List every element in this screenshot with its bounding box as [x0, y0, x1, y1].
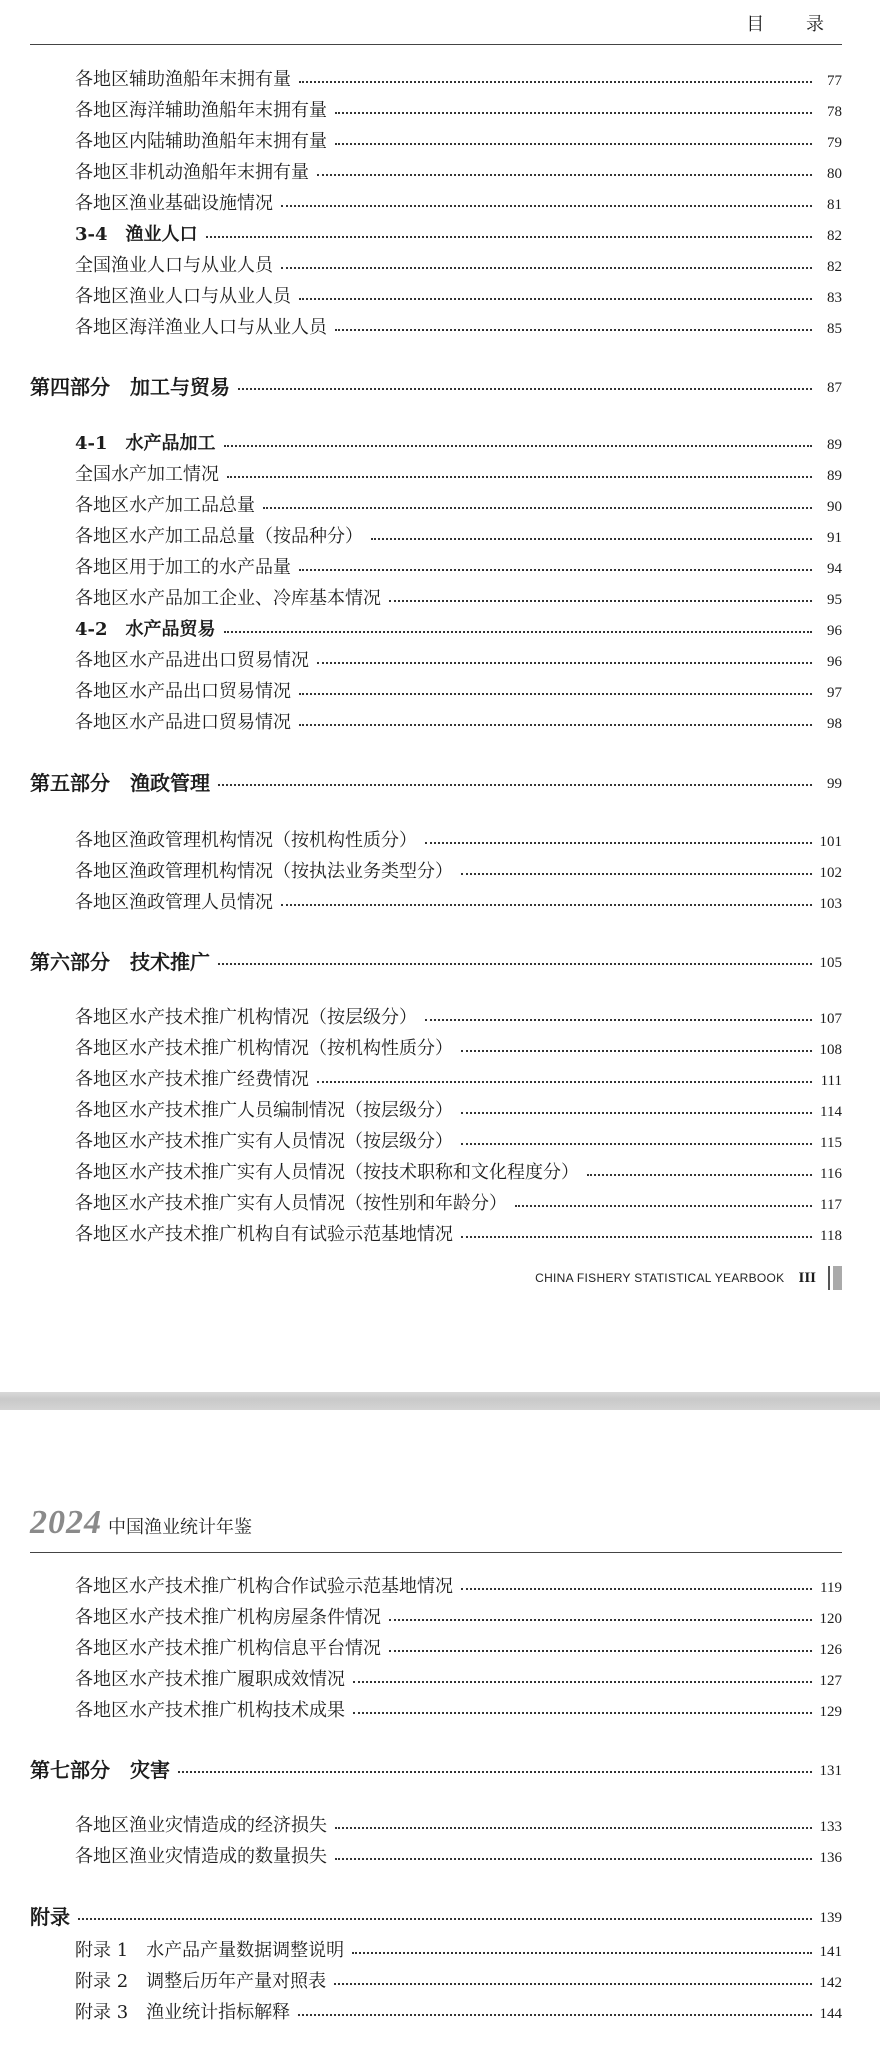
leader-dots	[461, 1112, 812, 1114]
page-number: 127	[819, 1673, 842, 1689]
page-number: 131	[819, 1763, 842, 1779]
leader-dots	[299, 298, 812, 300]
entry-label: 各地区水产技术推广机构情况（按机构性质分）	[75, 1038, 453, 1059]
page-number: 114	[820, 1104, 842, 1120]
page-number: 115	[820, 1135, 842, 1151]
toc-part-heading[interactable]	[0, 948, 880, 976]
entry-label: 第七部分 灾害	[30, 1758, 170, 1782]
toc-entry[interactable]	[0, 128, 880, 156]
entry-label: 各地区海洋渔业人口与从业人员	[75, 317, 327, 338]
toc-entry[interactable]	[0, 283, 880, 311]
entry-label: 各地区水产技术推广实有人员情况（按层级分）	[75, 1131, 453, 1152]
toc-entry[interactable]	[0, 678, 880, 706]
page-number: 120	[819, 1611, 842, 1627]
entry-label: 各地区水产品进出口贸易情况	[75, 650, 309, 671]
toc-entry[interactable]	[0, 1128, 880, 1156]
page-number: 144	[819, 2006, 842, 2022]
toc-part-heading[interactable]	[0, 769, 880, 797]
page-number: 91	[827, 530, 842, 546]
leader-dots	[335, 1858, 812, 1860]
leader-dots	[425, 1019, 812, 1021]
leader-dots	[281, 267, 812, 269]
page-number: 119	[820, 1580, 842, 1596]
page-number: 98	[827, 716, 842, 732]
leader-dots	[178, 1771, 812, 1773]
entry-label: 各地区渔业灾情造成的经济损失	[75, 1815, 327, 1836]
toc-entry[interactable]	[0, 492, 880, 520]
entry-label: 各地区水产技术推广机构房屋条件情况	[75, 1607, 381, 1628]
toc-entry[interactable]	[0, 647, 880, 675]
toc-entry[interactable]	[0, 1999, 880, 2027]
leader-dots	[298, 2014, 812, 2016]
entry-label: 各地区水产品加工企业、冷库基本情况	[75, 588, 381, 609]
entry-label: 第六部分 技术推广	[30, 950, 210, 974]
page-number: 116	[820, 1166, 842, 1182]
page-number: 97	[827, 685, 842, 701]
page-number: 126	[819, 1642, 842, 1658]
toc-section-heading[interactable]	[0, 430, 880, 458]
leader-dots	[389, 1650, 812, 1652]
page-number: 96	[827, 623, 842, 639]
entry-label: 各地区水产加工品总量	[75, 495, 255, 516]
entry-label: 附录 3 渔业统计指标解释	[75, 2002, 291, 2023]
leader-dots	[389, 1619, 812, 1621]
toc-entry[interactable]	[0, 585, 880, 613]
toc-entry[interactable]	[0, 1221, 880, 1249]
page-number: 107	[819, 1011, 842, 1027]
entry-label: 第五部分 渔政管理	[30, 771, 210, 795]
toc-entry[interactable]	[0, 554, 880, 582]
toc-entry[interactable]	[0, 461, 880, 489]
leader-dots	[425, 842, 812, 844]
toc-entry[interactable]	[0, 709, 880, 737]
toc-entry[interactable]	[0, 523, 880, 551]
leader-dots	[335, 329, 812, 331]
entry-label: 各地区水产技术推广机构自有试验示范基地情况	[75, 1224, 453, 1245]
entry-label: 各地区渔业基础设施情况	[75, 193, 273, 214]
page-number: 85	[827, 321, 842, 337]
toc-page-2	[0, 1410, 880, 2045]
entry-label: 附录 1 水产品产量数据调整说明	[75, 1940, 345, 1961]
page-number: 142	[819, 1975, 842, 1991]
header-rule	[30, 1552, 842, 1553]
toc-entry[interactable]	[0, 1843, 880, 1871]
page-number: 82	[827, 228, 842, 244]
entry-label: 各地区水产技术推广履职成效情况	[75, 1669, 345, 1690]
page-number: 101	[819, 834, 842, 850]
leader-dots	[218, 784, 812, 786]
toc-entry[interactable]	[0, 1004, 880, 1032]
page-number: 108	[819, 1042, 842, 1058]
page-number: 94	[827, 561, 842, 577]
toc-entry[interactable]	[0, 1666, 880, 1694]
page-number: 89	[827, 437, 842, 453]
leader-dots	[461, 1236, 812, 1238]
toc-entry[interactable]	[0, 1812, 880, 1840]
page-number: 77	[827, 73, 842, 89]
toc-entry[interactable]	[0, 97, 880, 125]
leader-dots	[299, 81, 812, 83]
leader-dots	[299, 569, 812, 571]
leader-dots	[335, 112, 812, 114]
entry-label: 各地区水产技术推广机构情况（按层级分）	[75, 1007, 417, 1028]
entry-label: 各地区渔政管理人员情况	[75, 892, 273, 913]
toc-entry[interactable]	[0, 827, 880, 855]
toc-entry[interactable]	[0, 1097, 880, 1125]
leader-dots	[206, 236, 812, 238]
entry-label: 各地区水产技术推广经费情况	[75, 1069, 309, 1090]
leader-dots	[352, 1952, 812, 1954]
page-number: 90	[827, 499, 842, 515]
page-number: 129	[819, 1704, 842, 1720]
toc-section-heading[interactable]	[0, 221, 880, 249]
leader-dots	[317, 662, 812, 664]
leader-dots	[227, 476, 812, 478]
toc-entry[interactable]	[0, 314, 880, 342]
header-title: 中国渔业统计年鉴	[108, 1517, 252, 1538]
toc-entry[interactable]	[0, 1635, 880, 1663]
entry-label: 各地区水产技术推广机构信息平台情况	[75, 1638, 381, 1659]
leader-dots	[281, 904, 812, 906]
page-separator	[0, 1392, 880, 1410]
toc-entry[interactable]	[0, 889, 880, 917]
entry-label: 各地区渔政管理机构情况（按机构性质分）	[75, 830, 417, 851]
toc-part-heading[interactable]	[0, 373, 880, 401]
thumb-tab-mark	[828, 1266, 842, 1290]
entry-label: 各地区海洋辅助渔船年末拥有量	[75, 100, 327, 121]
leader-dots	[317, 1081, 812, 1083]
leader-dots	[353, 1712, 812, 1714]
leader-dots	[587, 1174, 812, 1176]
entry-label: 各地区水产技术推广机构技术成果	[75, 1700, 345, 1721]
entry-label: 各地区渔业灾情造成的数量损失	[75, 1846, 327, 1867]
toc-entry[interactable]	[0, 1937, 880, 1965]
page-footer	[535, 1266, 842, 1290]
entry-label: 各地区水产品出口贸易情况	[75, 681, 291, 702]
entry-label: 各地区水产技术推广实有人员情况（按技术职称和文化程度分）	[75, 1162, 579, 1183]
header-year: 2024	[30, 1504, 102, 1541]
page-number: 111	[820, 1073, 842, 1089]
footer-page-number: III	[798, 1269, 816, 1286]
page-number: 118	[820, 1228, 842, 1244]
footer-title: CHINA FISHERY STATISTICAL YEARBOOK	[535, 1271, 785, 1285]
page-number: 82	[827, 259, 842, 275]
entry-label: 附录	[30, 1905, 70, 1929]
header-rule	[30, 44, 842, 45]
page-number: 136	[819, 1850, 842, 1866]
leader-dots	[461, 1050, 812, 1052]
entry-label: 全国渔业人口与从业人员	[75, 255, 273, 276]
toc-entry[interactable]	[0, 66, 880, 94]
toc-entry[interactable]	[0, 1035, 880, 1063]
leader-dots	[334, 1983, 812, 1985]
toc-part-heading[interactable]	[0, 1756, 880, 1784]
entry-label: 附录 2 调整后历年产量对照表	[75, 1971, 327, 1992]
page-number: 83	[827, 290, 842, 306]
leader-dots	[281, 205, 812, 207]
page-number: 99	[827, 776, 842, 792]
leader-dots	[515, 1205, 812, 1207]
leader-dots	[371, 538, 812, 540]
toc-entry[interactable]	[0, 1190, 880, 1218]
leader-dots	[299, 724, 812, 726]
leader-dots	[263, 507, 812, 509]
entry-label: 各地区水产加工品总量（按品种分）	[75, 526, 363, 547]
entry-label: 各地区用于加工的水产品量	[75, 557, 291, 578]
leader-dots	[218, 963, 812, 965]
leader-dots	[335, 143, 812, 145]
page-number: 102	[819, 865, 842, 881]
entry-label: 3-4 渔业人口	[75, 224, 198, 245]
entry-label: 4-1 水产品加工	[75, 433, 216, 454]
toc-entry[interactable]	[0, 1066, 880, 1094]
leader-dots	[461, 1588, 812, 1590]
page-number: 141	[819, 1944, 842, 1960]
toc-entry[interactable]	[0, 1968, 880, 1996]
entry-label: 各地区非机动渔船年末拥有量	[75, 162, 309, 183]
toc-entry[interactable]	[0, 1604, 880, 1632]
page-number: 95	[827, 592, 842, 608]
leader-dots	[461, 1143, 812, 1145]
page-number: 133	[819, 1819, 842, 1835]
toc-entry[interactable]	[0, 858, 880, 886]
entry-label: 各地区内陆辅助渔船年末拥有量	[75, 131, 327, 152]
leader-dots	[353, 1681, 812, 1683]
page-number: 78	[827, 104, 842, 120]
entry-label: 各地区水产技术推广机构合作试验示范基地情况	[75, 1576, 453, 1597]
toc-entry[interactable]	[0, 1697, 880, 1725]
leader-dots	[317, 174, 812, 176]
running-header	[30, 1504, 252, 1542]
page-number: 89	[827, 468, 842, 484]
leader-dots	[461, 873, 812, 875]
entry-label: 各地区辅助渔船年末拥有量	[75, 69, 291, 90]
page-number: 81	[827, 197, 842, 213]
entry-label: 4-2 水产品贸易	[75, 619, 216, 640]
toc-entry[interactable]	[0, 1573, 880, 1601]
page-number: 80	[827, 166, 842, 182]
leader-dots	[238, 388, 812, 390]
page-number: 79	[827, 135, 842, 151]
leader-dots	[389, 600, 812, 602]
entry-label: 第四部分 加工与贸易	[30, 375, 230, 399]
entry-label: 各地区水产品进口贸易情况	[75, 712, 291, 733]
entry-label: 各地区水产技术推广人员编制情况（按层级分）	[75, 1100, 453, 1121]
toc-entry[interactable]	[0, 159, 880, 187]
page-number: 105	[819, 955, 842, 971]
page-number: 117	[820, 1197, 842, 1213]
page-number: 96	[827, 654, 842, 670]
entry-label: 各地区渔业人口与从业人员	[75, 286, 291, 307]
leader-dots	[224, 445, 812, 447]
page-number: 87	[827, 380, 842, 396]
toc-section-heading[interactable]	[0, 616, 880, 644]
entry-label: 各地区水产技术推广实有人员情况（按性别和年龄分）	[75, 1193, 507, 1214]
toc-entry[interactable]	[0, 1159, 880, 1187]
running-header: 目 录	[746, 14, 842, 35]
entry-label: 全国水产加工情况	[75, 464, 219, 485]
toc-part-heading[interactable]	[0, 1903, 880, 1931]
toc-entry[interactable]	[0, 252, 880, 280]
leader-dots	[299, 693, 812, 695]
entry-label: 各地区渔政管理机构情况（按执法业务类型分）	[75, 861, 453, 882]
leader-dots	[335, 1827, 812, 1829]
page-number: 139	[819, 1910, 842, 1926]
toc-entry[interactable]	[0, 190, 880, 218]
leader-dots	[78, 1918, 812, 1920]
leader-dots	[224, 631, 812, 633]
page-number: 103	[819, 896, 842, 912]
